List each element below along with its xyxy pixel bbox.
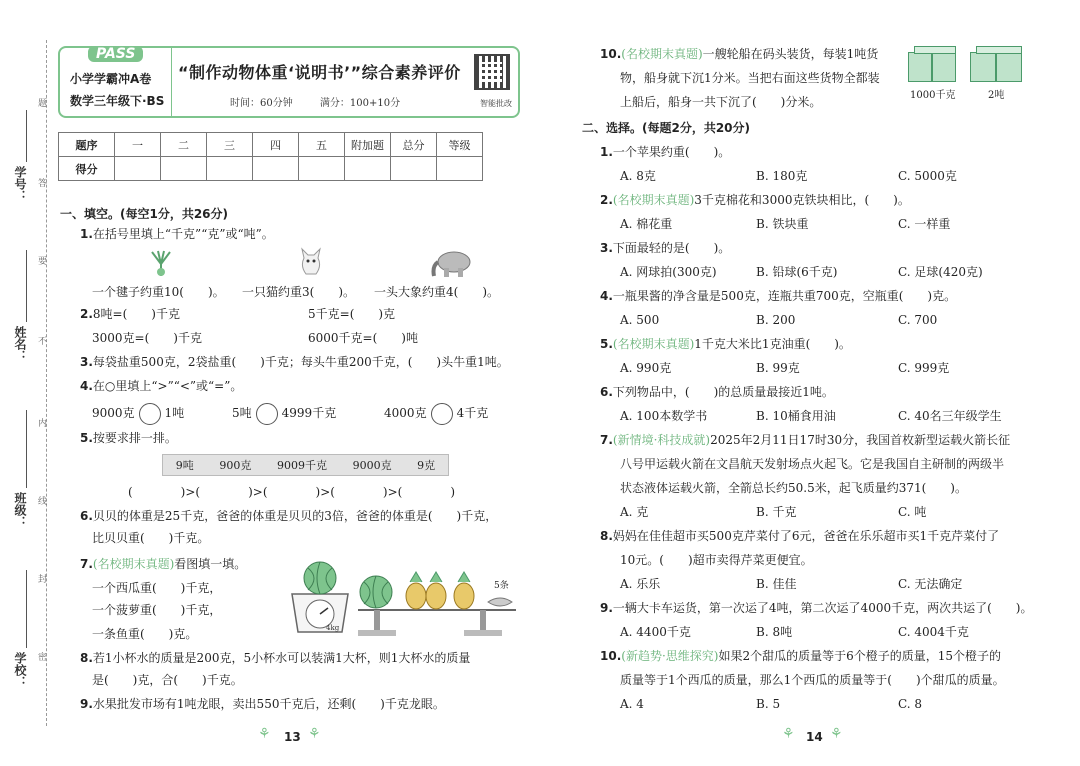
question-2 <box>80 306 180 322</box>
score-table <box>58 132 483 181</box>
order-item: 9000克 <box>352 459 392 472</box>
option-c[interactable]: C. 700 <box>898 313 938 327</box>
q4-b-right: 4999千克 <box>281 406 337 420</box>
question-text: 按要求排一排。 <box>92 431 177 445</box>
question-number: 5. <box>80 431 93 445</box>
question-number: 3. <box>600 241 613 255</box>
question-text[interactable]: 水果批发市场有1吨龙眼，卖出550千克后，还剩( )千克龙眼。 <box>92 697 445 711</box>
sprout-icon: ⚘ <box>782 726 795 742</box>
question-text[interactable]: 贝贝的体重是25千克，爸爸的体重是贝贝的3倍，爸爸的体重是( )千克， <box>92 509 498 523</box>
table-cell: 总分 <box>391 133 437 157</box>
question-number: 1. <box>80 227 93 241</box>
table-cell: 等级 <box>437 133 483 157</box>
table-cell: 得分 <box>59 157 115 181</box>
question-number: 10. <box>600 47 622 61</box>
table-cell: 附加题 <box>345 133 391 157</box>
choice-question-3 <box>600 240 730 256</box>
score-input-cell[interactable] <box>207 157 253 181</box>
q7-pineapple[interactable]: 一个菠萝重( )千克， <box>92 603 222 617</box>
fish-count-label: 5条 <box>494 581 509 591</box>
question-text: 下列物品中，( )的总质量最接近1吨。 <box>612 385 834 399</box>
option-a[interactable]: A. 克 <box>620 505 649 519</box>
score-input-cell[interactable] <box>299 157 345 181</box>
compare-circle[interactable] <box>139 403 161 425</box>
q1-elephant[interactable]: 一头大象约重4( )。 <box>374 285 499 299</box>
question-3 <box>80 354 509 370</box>
exam-header <box>58 46 520 118</box>
question-text: 一艘轮船在码头装货，每装1吨货 <box>702 47 879 61</box>
compare-circle[interactable] <box>431 403 453 425</box>
shuttlecock-icon <box>146 248 176 278</box>
option-c[interactable]: C. 40名三年级学生 <box>898 409 1002 423</box>
question-5 <box>80 430 177 446</box>
exam-source-tag: (新趋势·思维探究) <box>621 649 719 663</box>
c7-third-line: 状态液体运载火箭，全箭总长约50.5米，起飞质量约371( )。 <box>620 481 967 495</box>
grade-label: 数学三年级下·BS <box>70 94 165 108</box>
question-text[interactable]: 每袋盐重500克，2袋盐重( )千克；每头牛重200千克，( )头牛重1吨。 <box>92 355 509 369</box>
pass-logo: PASS <box>88 46 143 62</box>
q8-second-line[interactable]: 是( )克，合( )千克。 <box>92 673 243 687</box>
option-a[interactable]: A. 100本数学书 <box>620 409 708 423</box>
seal-char: 要 <box>38 257 48 267</box>
q5-answer-blanks[interactable]: ( )>( )>( )>( )>( ) <box>128 485 456 499</box>
option-b[interactable]: B. 180克 <box>756 169 808 183</box>
choice-question-5 <box>600 336 851 352</box>
q1-shuttlecock[interactable]: 一个毽子约重10( )。 <box>92 285 225 299</box>
option-a[interactable]: A. 500 <box>620 313 660 327</box>
seal-char: 不 <box>38 337 48 347</box>
choice-question-9 <box>600 600 1032 616</box>
q2-c[interactable]: 3000克=( )千克 <box>92 331 202 345</box>
q6-second-line[interactable]: 比贝贝重( )千克。 <box>92 531 210 545</box>
option-b[interactable]: B. 铅球(6千克) <box>756 265 838 279</box>
seal-char: 线 <box>38 497 48 507</box>
question-text: 妈妈在佳佳超市买500克芹菜付了6元，爸爸在乐乐超市买1千克芹菜付了 <box>612 529 1000 543</box>
scale-reading: 4kg <box>326 624 340 632</box>
elephant-icon <box>430 248 474 278</box>
scale-illustration <box>284 558 524 640</box>
choice-question-7 <box>600 432 1010 448</box>
score-input-cell[interactable] <box>161 157 207 181</box>
option-b[interactable]: B. 10桶食用油 <box>756 409 836 423</box>
order-item: 9克 <box>417 459 436 472</box>
question-text: 一个苹果约重( )。 <box>612 145 731 159</box>
choice-question-6 <box>600 384 834 400</box>
question-7 <box>80 556 246 572</box>
question-text: 下面最轻的是( )。 <box>612 241 731 255</box>
question-text: 一辆大卡车运货，第一次运了4吨，第二次运了4000千克，两次共运了( )。 <box>612 601 1033 615</box>
option-c[interactable]: C. 无法确定 <box>898 577 963 591</box>
order-item: 9吨 <box>175 459 194 472</box>
q1-cat[interactable]: 一只猫约重3( )。 <box>242 285 355 299</box>
balance-scale-icon <box>358 572 516 636</box>
option-b[interactable]: B. 千克 <box>756 505 797 519</box>
option-c[interactable]: C. 吨 <box>898 505 927 519</box>
seal-char: 内 <box>38 419 48 429</box>
table-cell: 三 <box>207 133 253 157</box>
order-items-box <box>162 454 449 476</box>
question-8 <box>80 650 470 666</box>
cargo-crates-2t-icon <box>970 44 1026 84</box>
student-id-label: 学号： <box>13 166 27 202</box>
question-6 <box>80 508 497 524</box>
option-c[interactable]: C. 4004千克 <box>898 625 969 639</box>
question-1 <box>80 226 274 242</box>
table-cell: 四 <box>253 133 299 157</box>
question-number: 1. <box>600 145 613 159</box>
score-input-cell[interactable] <box>253 157 299 181</box>
score-input-cell[interactable] <box>437 157 483 181</box>
order-item: 900克 <box>219 459 252 472</box>
brand-box <box>60 48 172 116</box>
option-a[interactable]: A. 乐乐 <box>620 577 661 591</box>
order-item: 9009千克 <box>276 459 327 472</box>
seal-dashed-line <box>46 40 47 726</box>
page-number-left: 13 <box>284 730 301 744</box>
table-row <box>59 157 483 181</box>
question-number: 3. <box>80 355 93 369</box>
name-line <box>26 250 27 322</box>
q4-b-left: 5吨 <box>232 406 252 420</box>
q4-c-left: 4000克 <box>384 406 427 420</box>
student-id-line <box>26 110 27 162</box>
qr-label: 智能批改 <box>480 99 512 108</box>
brand-name: 小学学霸冲A卷 <box>70 72 152 86</box>
question-number: 10. <box>600 649 622 663</box>
qr-code-icon[interactable] <box>474 54 510 90</box>
choice-question-2 <box>600 192 910 208</box>
question-number: 2. <box>600 193 613 207</box>
choice-question-1 <box>600 144 730 160</box>
question-text: 一瓶果酱的净含量是500克，连瓶共重700克，空瓶重( )克。 <box>612 289 957 303</box>
option-a[interactable]: A. 8克 <box>620 169 656 183</box>
score-input-cell[interactable] <box>345 157 391 181</box>
cat-icon <box>296 246 326 278</box>
question-number: 8. <box>80 651 93 665</box>
q2-a[interactable]: 8吨=( )千克 <box>92 307 180 321</box>
question-10 <box>600 46 878 62</box>
compare-circle[interactable] <box>256 403 278 425</box>
table-cell: 二 <box>161 133 207 157</box>
page-title: “制作动物体重‘说明书’”综合素养评价 <box>178 63 461 82</box>
seal-char: 题 <box>38 99 48 109</box>
seal-char: 答 <box>38 179 48 189</box>
option-b[interactable]: B. 佳佳 <box>756 577 797 591</box>
option-b[interactable]: B. 铁块重 <box>756 217 809 231</box>
option-b[interactable]: B. 8吨 <box>756 625 793 639</box>
option-a[interactable]: A. 990克 <box>620 361 672 375</box>
class-label: 班级： <box>13 492 27 528</box>
option-a[interactable]: A. 棉花重 <box>620 217 673 231</box>
c7-second-line: 八号甲运载火箭在文昌航天发射场点火起飞。它是我国自主研制的两级半 <box>620 457 1005 471</box>
q4-c-right: 4千克 <box>456 406 489 420</box>
cargo-caption-2: 2吨 <box>988 90 1005 101</box>
full-score: 满分：100+10分 <box>319 98 401 109</box>
option-b[interactable]: B. 99克 <box>756 361 800 375</box>
choice-question-8 <box>600 528 999 544</box>
q10-third-line[interactable]: 上船后，船身一共下沉了( )分米。 <box>620 95 822 109</box>
exam-source-tag: (名校期末真题) <box>621 47 703 61</box>
question-number: 4. <box>600 289 613 303</box>
option-a[interactable]: A. 网球拍(300克) <box>620 265 717 279</box>
question-number: 6. <box>80 509 93 523</box>
option-c[interactable]: C. 一样重 <box>898 217 951 231</box>
school-line <box>26 570 27 648</box>
option-a[interactable]: A. 4 <box>620 697 644 711</box>
question-text: 2025年2月11日17时30分，我国首枚新型运载火箭长征 <box>710 433 1011 447</box>
question-number: 8. <box>600 529 613 543</box>
choice-question-4 <box>600 288 956 304</box>
option-c[interactable]: C. 5000克 <box>898 169 957 183</box>
seal-char: 密 <box>38 653 48 663</box>
question-number: 7. <box>80 557 93 571</box>
question-number: 7. <box>600 433 613 447</box>
seal-char: 封 <box>38 575 48 585</box>
cargo-crates-1000kg-icon <box>908 44 960 84</box>
q10-second-line: 物，船身就下沉1分米。当把右面这些货物全都装 <box>620 71 880 85</box>
c10-second-line: 质量等于1个西瓜的质量，那么1个西瓜的质量等于( )个甜瓜的质量。 <box>620 673 1005 687</box>
exam-source-tag: (新情境·科技成就) <box>612 433 711 447</box>
cargo-caption-1: 1000千克 <box>910 90 956 101</box>
question-text: 在○里填上“>”“<”或“=”。 <box>92 379 243 393</box>
sprout-icon: ⚘ <box>830 726 843 742</box>
option-c[interactable]: C. 足球(420克) <box>898 265 983 279</box>
sprout-icon: ⚘ <box>258 726 271 742</box>
option-a[interactable]: A. 4400千克 <box>620 625 691 639</box>
question-text: 看图填一填。 <box>174 557 247 571</box>
q4-row <box>92 402 488 425</box>
q2-d[interactable]: 6000千克=( )吨 <box>308 331 418 345</box>
section-fill-blank: 一、填空。(每空1分，共26分) <box>60 207 229 221</box>
question-text: 1千克大米比1克油重( )。 <box>694 337 851 351</box>
option-c[interactable]: C. 999克 <box>898 361 950 375</box>
q4-a-left: 9000克 <box>92 406 135 420</box>
exam-source-tag: (名校期末真题) <box>612 193 695 207</box>
table-cell: 题序 <box>59 133 115 157</box>
score-input-cell[interactable] <box>115 157 161 181</box>
score-input-cell[interactable] <box>391 157 437 181</box>
exam-source-tag: (名校期末真题) <box>92 557 175 571</box>
table-row <box>59 133 483 157</box>
time-limit: 时间：60分钟 <box>230 98 293 109</box>
table-cell: 五 <box>299 133 345 157</box>
question-4 <box>80 378 242 394</box>
question-number: 9. <box>600 601 613 615</box>
class-line <box>26 410 27 488</box>
question-number: 4. <box>80 379 93 393</box>
option-b[interactable]: B. 200 <box>756 313 796 327</box>
sprout-icon: ⚘ <box>308 726 321 742</box>
q7-fish[interactable]: 一条鱼重( )克。 <box>92 627 198 641</box>
school-label: 学校： <box>13 652 27 688</box>
question-text: 若1小杯水的质量是200克，5小杯水可以装满1大杯，则1大杯水的质量 <box>92 651 471 665</box>
question-text: 在括号里填上“千克”“克”或“吨”。 <box>92 227 274 241</box>
question-number: 6. <box>600 385 613 399</box>
table-cell: 一 <box>115 133 161 157</box>
question-number: 9. <box>80 697 93 711</box>
question-text: 如果2个甜瓜的质量等于6个橙子的质量，15个橙子的 <box>718 649 1001 663</box>
c8-second-line: 10元。( )超市卖得芹菜更便宜。 <box>620 553 813 567</box>
exam-source-tag: (名校期末真题) <box>612 337 695 351</box>
q4-a-right: 1吨 <box>164 406 185 420</box>
option-b[interactable]: B. 5 <box>756 697 781 711</box>
question-text: 3千克棉花和3000克铁块相比，( )。 <box>694 193 910 207</box>
section-choice: 二、选择。(每题2分，共20分) <box>582 121 751 135</box>
q7-watermelon[interactable]: 一个西瓜重( )千克， <box>92 581 222 595</box>
q2-b[interactable]: 5千克=( )克 <box>308 307 396 321</box>
kitchen-scale-icon <box>292 562 348 632</box>
question-9 <box>80 696 445 712</box>
choice-question-10 <box>600 648 1001 664</box>
question-number: 5. <box>600 337 613 351</box>
question-number: 2. <box>80 307 93 321</box>
name-label: 姓名： <box>13 326 27 362</box>
exam-info <box>230 94 400 109</box>
page-number-right: 14 <box>806 730 823 744</box>
option-c[interactable]: C. 8 <box>898 697 923 711</box>
